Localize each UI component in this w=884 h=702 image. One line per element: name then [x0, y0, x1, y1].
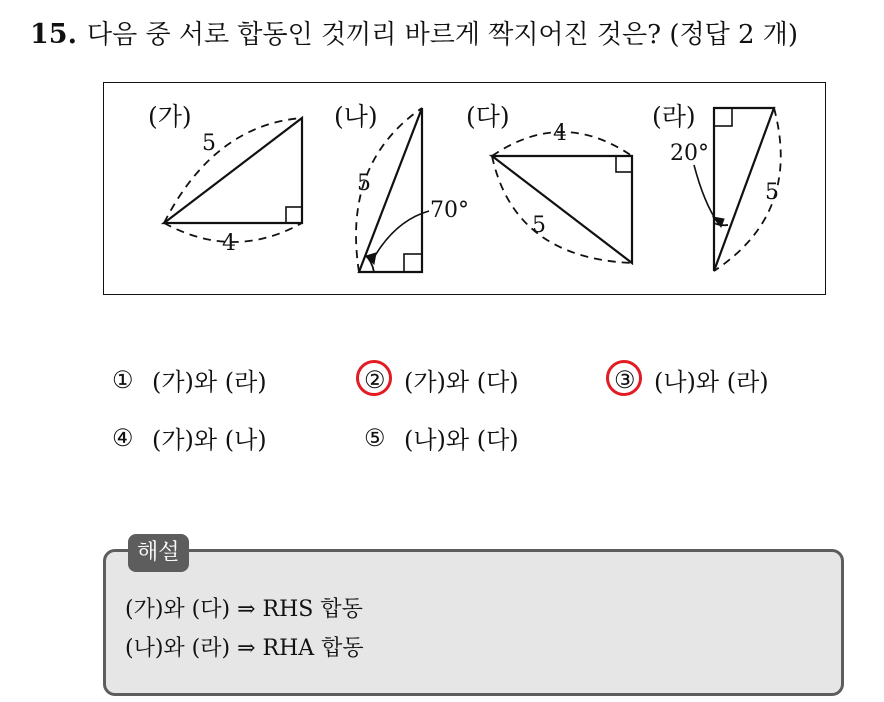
option-number: ① — [112, 365, 134, 394]
option-3[interactable] — [614, 362, 769, 397]
figure-label-na: (나) — [334, 102, 378, 131]
right-angle-ga — [286, 207, 302, 223]
question — [30, 14, 798, 51]
option-5[interactable] — [364, 420, 519, 455]
figure-label-ga: (가) — [148, 102, 192, 131]
question-text: 다음 중 서로 합동인 것끼리 바르게 짝지어진 것은? (정답 2 개) — [86, 20, 799, 50]
option-number: ③ — [614, 366, 654, 394]
triangle-ga — [164, 118, 302, 223]
option-text: (가)와 (나) — [152, 426, 267, 454]
option-1[interactable] — [112, 362, 267, 397]
option-text: (나)와 (다) — [404, 426, 519, 454]
option-text: (나)와 (라) — [654, 368, 769, 396]
length-label-ga-hyp: 5 — [202, 131, 216, 156]
solution-line-1: (가)와 (다) ⇒ RHS 합동 — [125, 597, 363, 622]
length-label-da-hyp: 5 — [532, 213, 546, 238]
option-number: ② — [364, 366, 404, 394]
option-4[interactable] — [112, 420, 267, 455]
solution-tab: 해설 — [128, 534, 189, 572]
option-2[interactable] — [364, 362, 519, 397]
answer-mark — [606, 360, 642, 396]
figure-box — [103, 82, 826, 295]
right-angle-na — [404, 254, 422, 272]
length-label-da-top: 4 — [553, 121, 567, 146]
solution-line-2: (나)와 (라) ⇒ RHA 합동 — [125, 636, 364, 661]
right-angle-ra — [714, 108, 732, 126]
option-number: ⑤ — [364, 423, 386, 452]
option-number: ④ — [112, 423, 134, 452]
figure-label-ra: (라) — [652, 102, 696, 131]
answer-mark — [356, 360, 392, 396]
figure-label-da: (다) — [466, 102, 510, 131]
option-text: (가)와 (다) — [404, 368, 519, 396]
right-angle-da — [616, 156, 632, 172]
angle-label-na: 70° — [430, 198, 469, 223]
length-label-na-hyp: 5 — [357, 171, 371, 196]
question-number: 15. — [30, 19, 77, 50]
length-label-ga-base: 4 — [222, 231, 236, 256]
triangle-da — [492, 156, 632, 263]
angle-label-ra: 20° — [670, 141, 709, 166]
option-text: (가)와 (라) — [152, 368, 267, 396]
length-label-ra-hyp: 5 — [765, 180, 779, 205]
